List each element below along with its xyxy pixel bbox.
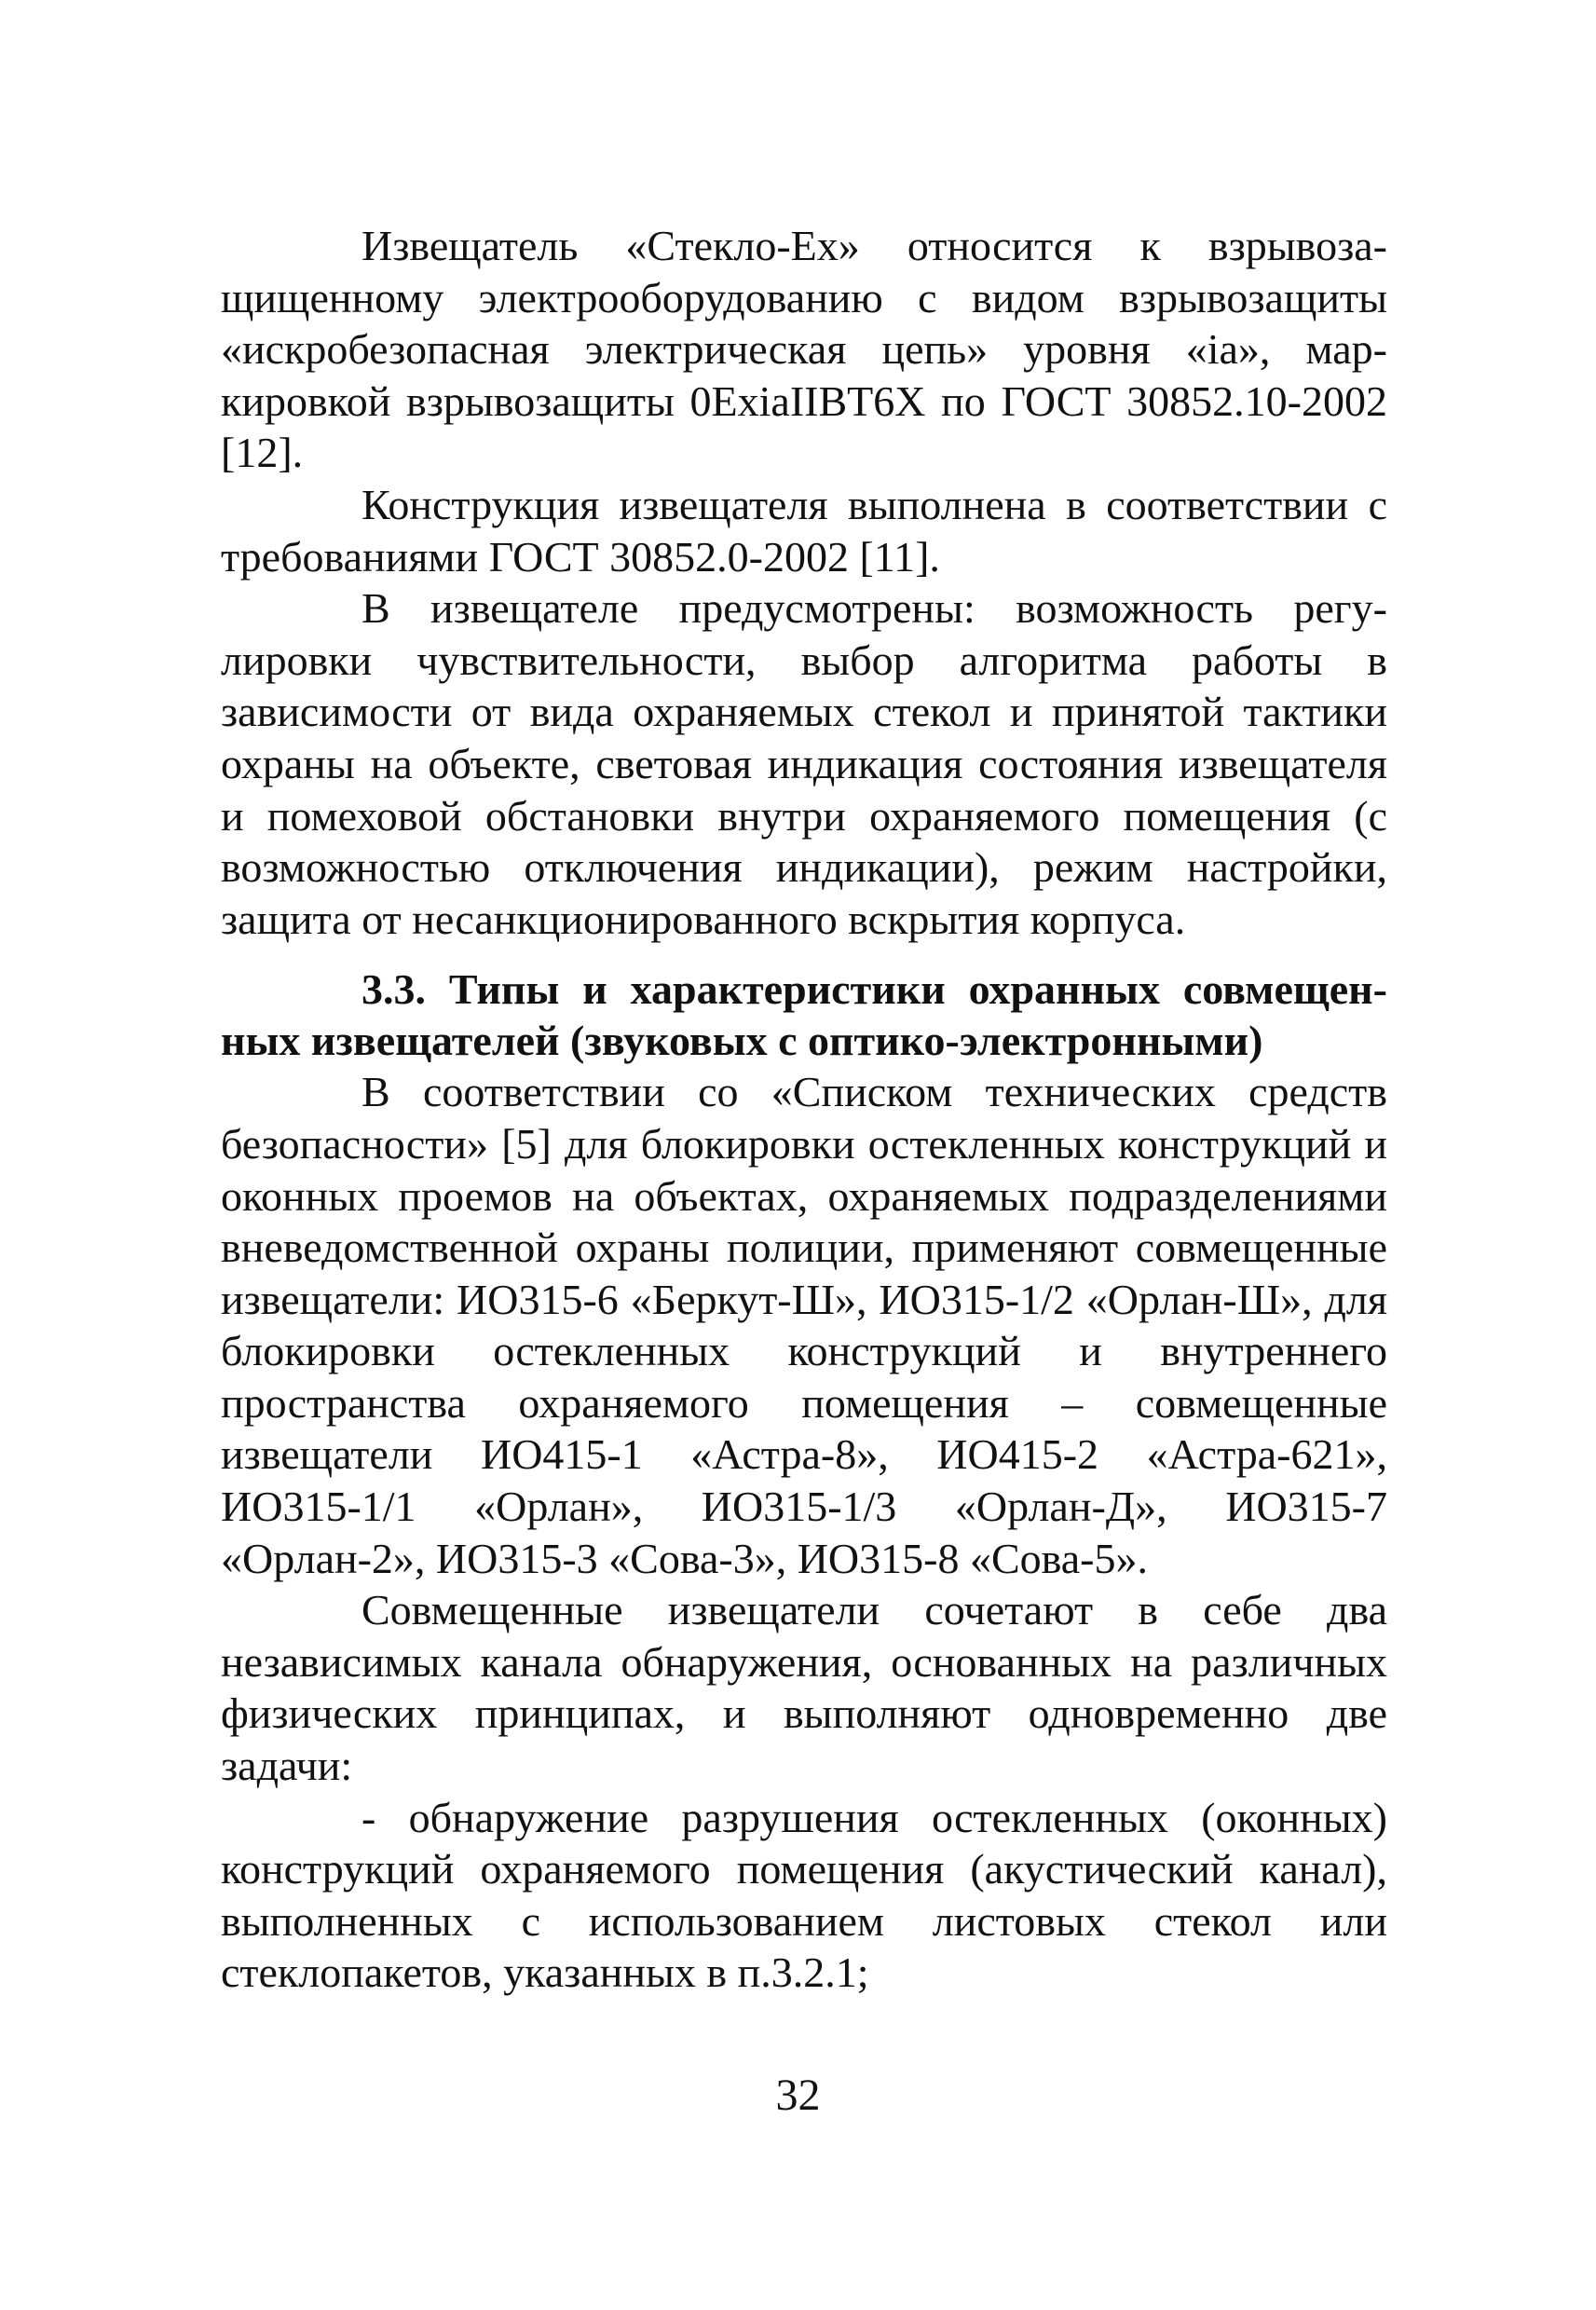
paragraph-task-acoustic: - обнаружение разрушения остекленных (оконных) конструкций охраняемого помещения (акустический канал), выполненных с использованием листовых стекол или стеклопакетов, указанных в п.3.2.1; bbox=[221, 1793, 1387, 1997]
paragraph-construction: Конструкция извещателя выполнена в соответствии с требованиями ГОСТ 30852.0-2002 [11]. bbox=[221, 480, 1387, 581]
paragraph-features: В извещателе предусмотрены: возможность регулировки чувствительности, выбор алгоритма работы в зависимости от вида охраняемых стекол и принятой тактики охраны на объекте, световая индикация состояния извещателя и помеховой обстановки внутри охраняемого помещения (с возможностью отключения индикации), режим настройки, защита от несанкционированного вскрытия корпуса. bbox=[221, 584, 1387, 943]
page-number: 32 bbox=[775, 2071, 821, 2120]
paragraph-explosion-protection: Извещатель «Стекло-Ех» относится к взрывозащищенному электрооборудованию с видом взрывозащиты «искробезопасная электрическая цепь» уровня «ia», маркировкой взрывозащиты 0ExiaIIBT6X по ГОСТ 30852.10-2002 [12]. bbox=[221, 222, 1387, 477]
section-heading: 3.3. Типы и характеристики охранных совмещенных извещателей (звуковых с оптико-электронными) bbox=[221, 965, 1387, 1065]
page-body bbox=[221, 220, 1387, 1999]
paragraph-combined-detectors: Совмещенные извещатели сочетают в себе два независимых канала обнаружения, основанных на различных физических принципах, и выполняют одновременно две задачи: bbox=[221, 1586, 1387, 1790]
paragraph-detector-list: В соответствии со «Списком технических средств безопасности» [5] для блокировки остекленных конструкций и оконных проемов на объектах, охраняемых подразделениями вневедомственной охраны полиции, применяют совмещенные извещатели: ИО315-6 «Беркут-Ш», ИО315-1/2 «Орлан-Ш», для блокировки остекленных конструкций и внутреннего пространства охраняемого помещения – совмещенные извещатели ИО415-1 «Астра-8», ИО415-2 «Астра-621», ИО315-1/1 «Орлан», ИО315-1/3 «Орлан-Д», ИО315-7 «Орлан-2», ИО315-3 «Сова-3», ИО315-8 «Сова-5». bbox=[221, 1068, 1387, 1582]
